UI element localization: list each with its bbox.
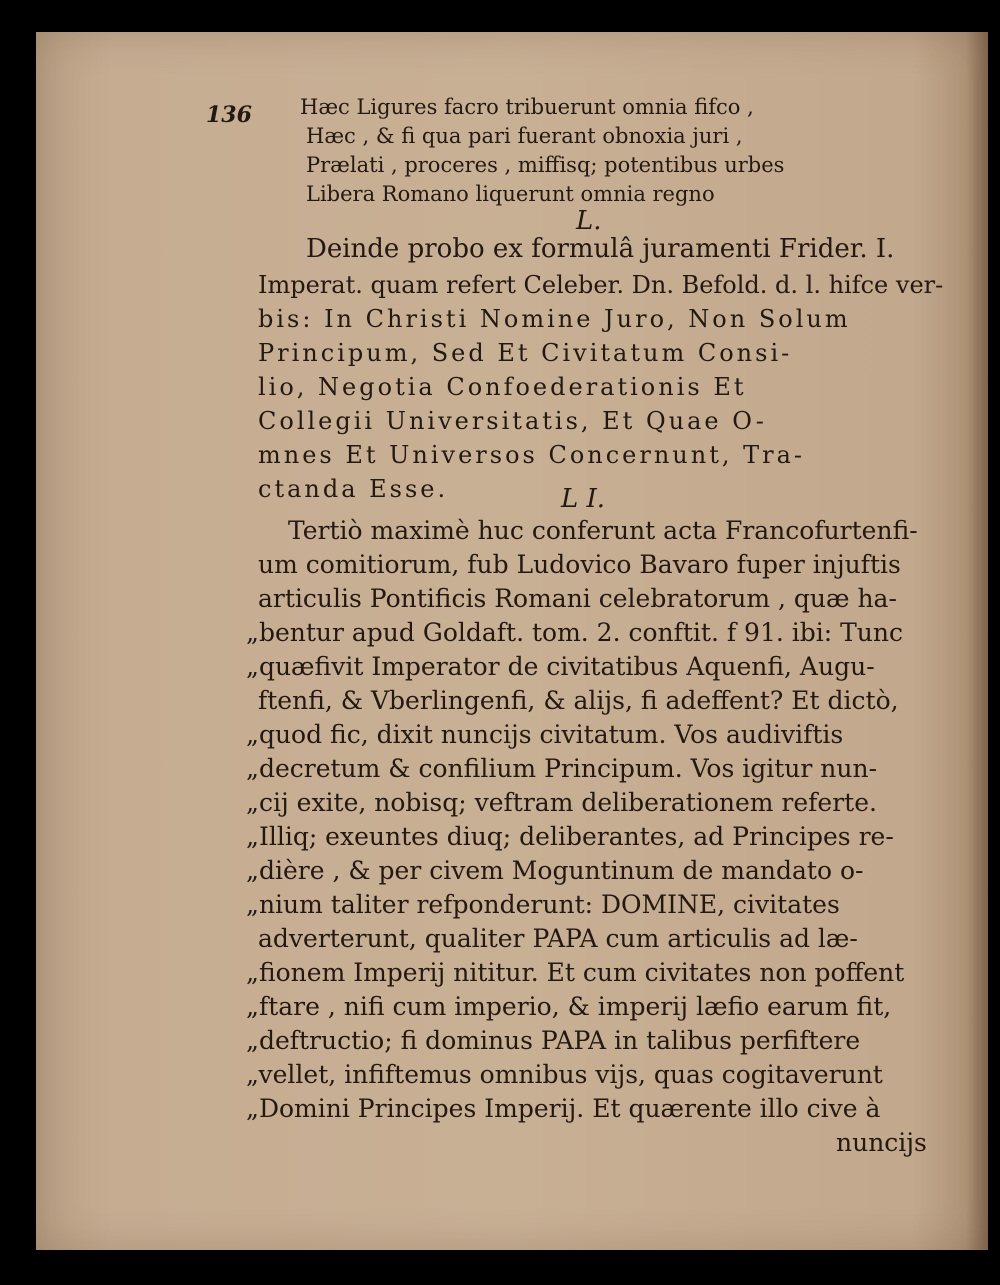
page-text [36, 32, 988, 1250]
paragraph-line: „ftare , nifi cum imperio, & imperij læfio earum fit, [246, 992, 892, 1021]
paragraph-line: adverterunt, qualiter PAPA cum articulis ad læ- [258, 924, 858, 953]
page-number: 136 [206, 102, 252, 128]
paragraph-line: „quæfivit Imperator de civitatibus Aquenfi, Augu- [246, 652, 875, 681]
paragraph-line: Collegii Universitatis, Et Quae O- [258, 407, 767, 435]
paragraph-line: „Illiq; exeuntes diuq; deliberantes, ad Principes re- [246, 822, 894, 851]
paragraph-line: ctanda Esse. [258, 475, 449, 503]
verse-line: Hæc , & fi qua pari fuerant obnoxia juri , [306, 124, 743, 148]
paragraph-line: „cij exite, nobisq; veftram deliberationem referte. [246, 788, 877, 817]
paragraph-line: „bentur apud Goldaft. tom. 2. conftit. f 91. ibi: Tunc [246, 618, 904, 647]
catchword: nuncijs [836, 1128, 927, 1157]
paragraph-line: articulis Pontificis Romani celebratorum , quæ ha- [258, 584, 897, 613]
paragraph-line: Imperat. quam refert Celeber. Dn. Befold. d. l. hifce ver- [258, 271, 944, 299]
paragraph-line: „deftructio; fi dominus PAPA in talibus perfiftere [246, 1026, 861, 1055]
paragraph-line: mnes Et Universos Concernunt, Tra- [258, 441, 806, 469]
paragraph-line: Principum, Sed Et Civitatum Consi- [258, 339, 793, 367]
paragraph-line: „Domini Principes Imperij. Et quærente illo cive à [246, 1094, 881, 1123]
verse-line: Hæc Ligures facro tribuerunt omnia fifco , [300, 95, 754, 119]
paragraph-line: „fionem Imperij nititur. Et cum civitates non poffent [246, 958, 905, 987]
book-page [36, 32, 988, 1250]
section-heading-LI: L I. [561, 484, 606, 514]
paragraph-line: bis: In Christi Nomine Juro, Non Solum [258, 305, 851, 333]
verse-line: Libera Romano liquerunt omnia regno [306, 182, 715, 206]
paragraph-line: ftenfi, & Vberlingenfi, & alijs, fi adeffent? Et dictò, [258, 686, 899, 715]
paragraph-line: „decretum & confilium Principum. Vos igitur nun- [246, 754, 878, 783]
section-heading-L: L. [576, 206, 602, 236]
verse-line: Prælati , proceres , miffisq; potentibus urbes [306, 153, 785, 177]
paragraph-line: „dière , & per civem Moguntinum de mandato o- [246, 856, 864, 885]
paragraph-line: Deinde probo ex formulâ juramenti Frider. I. [306, 234, 895, 264]
paragraph-line: „quod fic, dixit nuncijs civitatum. Vos audiviftis [246, 720, 844, 749]
paragraph-line: Tertiò maximè huc conferunt acta Francofurtenfi- [288, 516, 918, 545]
paragraph-line: um comitiorum, fub Ludovico Bavaro fuper injuftis [258, 550, 901, 579]
paragraph-line: lio, Negotia Confoederationis Et [258, 373, 747, 401]
paragraph-line: „nium taliter refponderunt: DOMINE, civitates [246, 890, 840, 919]
paragraph-line: „vellet, infiftemus omnibus vijs, quas cogitaverunt [246, 1060, 883, 1089]
